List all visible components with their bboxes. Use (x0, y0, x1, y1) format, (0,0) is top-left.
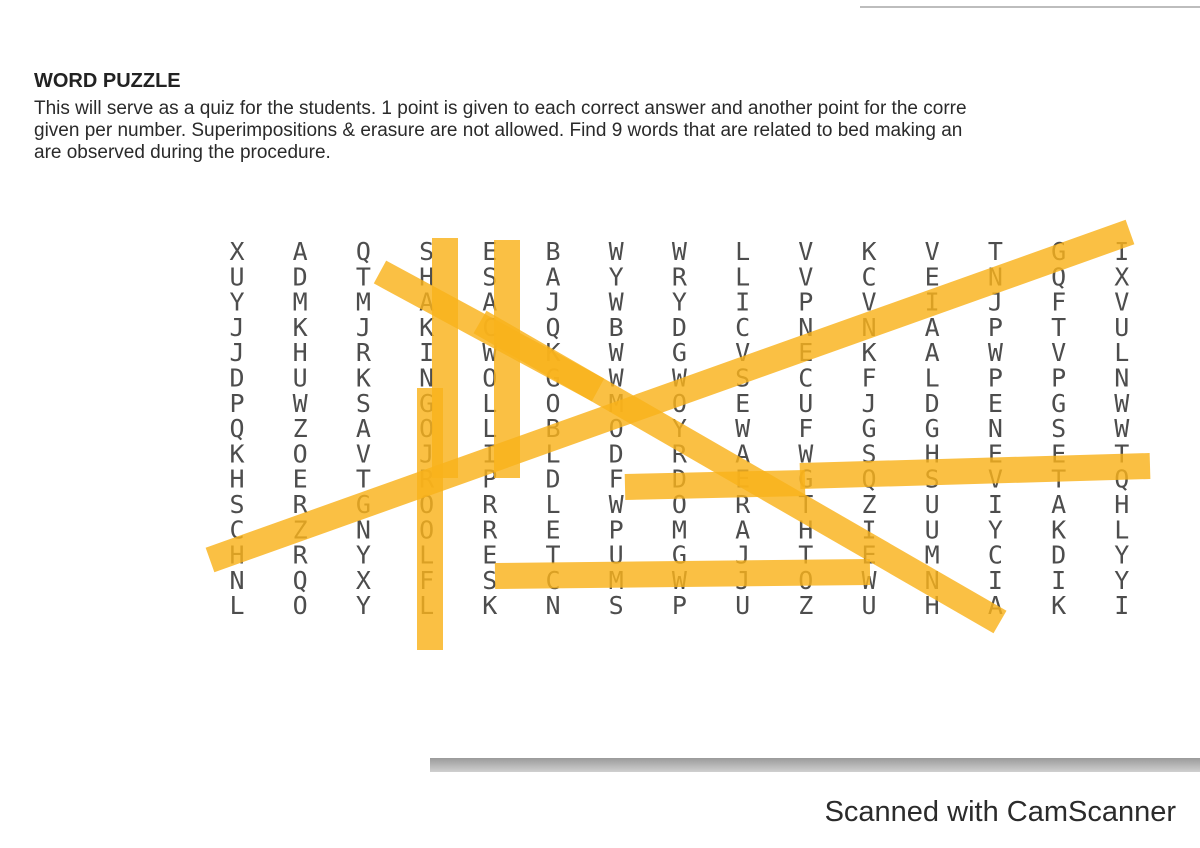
grid-letter: L (482, 388, 498, 418)
grid-letter: W (798, 439, 814, 469)
grid-letter: V (987, 464, 1003, 494)
grid-letter: H (924, 591, 940, 621)
grid-letter: M (671, 515, 687, 545)
grid-letter: O (482, 363, 498, 393)
grid-letter: J (229, 338, 245, 368)
grid-letter: F (861, 363, 877, 393)
grid-letter: P (482, 464, 498, 494)
grid-letter: Q (292, 565, 308, 595)
grid-letter: L (482, 414, 498, 444)
grid-letter: D (229, 363, 245, 393)
grid-letter: W (292, 388, 308, 418)
grid-letter: T (355, 262, 371, 292)
grid-letter: X (229, 237, 245, 266)
grid-letter: E (735, 388, 751, 418)
instruction-line: given per number. Superimpositions & erasure are not allowed. Find 9 words that are related to bed making an (34, 120, 963, 141)
grid-letter: F (608, 464, 624, 494)
grid-letter: P (987, 312, 1003, 342)
grid-letter: A (924, 338, 940, 368)
grid-letter: Q (861, 464, 877, 494)
grid-letter: P (798, 287, 814, 317)
grid-letter: O (671, 388, 687, 418)
grid-letter: K (1051, 515, 1067, 545)
grid-letter: U (292, 363, 308, 393)
grid-letter: U (924, 490, 940, 519)
grid-letter: G (1051, 237, 1067, 266)
grid-letter: M (924, 540, 940, 570)
grid-letter: W (735, 414, 751, 444)
grid-letter: A (482, 287, 498, 317)
grid-letter: D (1051, 540, 1067, 570)
grid-letter: O (545, 388, 561, 418)
grid-letter: C (229, 515, 245, 545)
grid-letter: R (292, 540, 308, 570)
grid-letter: H (292, 338, 308, 368)
grid-letter: L (735, 237, 751, 266)
grid-letter: J (735, 565, 751, 595)
grid-letter: N (798, 312, 814, 342)
grid-letter: G (545, 363, 561, 393)
grid-letter: M (292, 287, 308, 317)
grid-letter: D (671, 464, 687, 494)
grid-letter: U (1114, 312, 1130, 342)
grid-letter: V (1114, 287, 1130, 317)
grid-letter: H (1114, 490, 1130, 519)
grid-letter: U (798, 388, 814, 418)
grid-letter: V (798, 237, 814, 266)
grid-letter: P (608, 515, 624, 545)
instruction-line: are observed during the procedure. (34, 142, 331, 163)
grid-letter: A (419, 287, 435, 317)
grid-letter: L (1114, 515, 1130, 545)
grid-letter: Z (798, 591, 814, 621)
grid-letter: C (987, 540, 1003, 570)
grid-letter: V (798, 262, 814, 292)
grid-letter: W (608, 490, 624, 519)
grid-letter: Y (608, 262, 624, 292)
grid-letter: C (798, 363, 814, 393)
grid-letter: O (292, 439, 308, 469)
grid-letter: E (861, 540, 877, 570)
grid-letter: O (798, 565, 814, 595)
grid-letter: C (861, 262, 877, 292)
grid-letter: N (229, 565, 245, 595)
grid-letter: B (545, 414, 561, 444)
grid-letter: I (1114, 237, 1130, 266)
grid-letter: O (292, 591, 308, 621)
grid-letter: A (987, 591, 1003, 621)
grid-letter: W (1114, 414, 1130, 444)
grid-letter: T (1051, 464, 1067, 494)
grid-letter: A (735, 439, 751, 469)
grid-letter: U (735, 591, 751, 621)
grid-letter: U (608, 540, 624, 570)
grid-letter: F (419, 565, 435, 595)
grid-letter: I (987, 490, 1003, 519)
grid-letter: O (419, 490, 435, 519)
grid-letter: O (608, 414, 624, 444)
grid-letter: D (671, 312, 687, 342)
grid-letter: N (924, 565, 940, 595)
grid-letter: Y (229, 287, 245, 317)
grid-letter: T (798, 490, 814, 519)
grid-letter: B (608, 312, 624, 342)
grid-letter: A (735, 515, 751, 545)
grid-letter: X (1114, 262, 1130, 292)
grid-letter: I (419, 338, 435, 368)
watermark: Scanned with CamScanner (824, 796, 1176, 828)
grid-letter: N (545, 591, 561, 621)
grid-letter: F (1051, 287, 1067, 317)
grid-letter: V (861, 287, 877, 317)
grid-letter: Q (545, 312, 561, 342)
grid-letter: N (861, 312, 877, 342)
grid-letter: U (924, 515, 940, 545)
grid-letter: H (924, 439, 940, 469)
grid-letter: A (292, 237, 308, 266)
grid-letter: T (987, 237, 1003, 266)
grid-letter: E (924, 262, 940, 292)
grid-letter: E (798, 338, 814, 368)
grid-letter: R (671, 439, 687, 469)
grid-letter: V (735, 338, 751, 368)
grid-letter: E (1051, 439, 1067, 469)
grid-letter: I (987, 565, 1003, 595)
page-title: WORD PUZZLE (34, 70, 181, 92)
grid-letter: E (482, 540, 498, 570)
grid-letter: I (482, 439, 498, 469)
grid-letter: R (292, 490, 308, 519)
grid-letter: P (229, 388, 245, 418)
grid-letter: O (671, 490, 687, 519)
grid-letter: R (419, 464, 435, 494)
grid-letter: G (798, 464, 814, 494)
grid-letter: S (229, 490, 245, 519)
grid-letter: E (482, 237, 498, 266)
grid-letter: J (419, 439, 435, 469)
grid-letter: C (482, 312, 498, 342)
grid-letter: C (735, 312, 751, 342)
grid-letter: S (861, 439, 877, 469)
grid-letter: Y (355, 591, 371, 621)
grid-letter: S (355, 388, 371, 418)
grid-letter: Q (1114, 464, 1130, 494)
grid-letter: S (1051, 414, 1067, 444)
grid-letter: T (355, 464, 371, 494)
grid-letter: R (671, 262, 687, 292)
grid-letter: U (229, 262, 245, 292)
grid-letter: N (987, 262, 1003, 292)
scan-edge (430, 758, 1200, 772)
grid-letter: Y (355, 540, 371, 570)
grid-letter: Q (355, 237, 371, 266)
grid-letter: W (608, 287, 624, 317)
grid-letter: I (861, 515, 877, 545)
grid-letter: K (545, 338, 561, 368)
grid-letter: N (987, 414, 1003, 444)
grid-letter: E (735, 464, 751, 494)
grid-letter: O (419, 515, 435, 545)
grid-letter: C (545, 565, 561, 595)
grid-letter: I (1114, 591, 1130, 621)
grid-letter: I (924, 287, 940, 317)
grid-letter: W (608, 237, 624, 266)
grid-letter: W (608, 338, 624, 368)
grid-letter: Q (1051, 262, 1067, 292)
grid-letter: G (671, 338, 687, 368)
grid-letter: T (1114, 439, 1130, 469)
grid-letter: T (1051, 312, 1067, 342)
grid-letter: W (671, 565, 687, 595)
grid-letter: L (735, 262, 751, 292)
grid-letter: K (229, 439, 245, 469)
grid-letter: Y (987, 515, 1003, 545)
grid-letter: E (545, 515, 561, 545)
grid-letter: G (419, 388, 435, 418)
grid-letter: E (987, 439, 1003, 469)
grid-letter: M (608, 565, 624, 595)
grid-letter: D (545, 464, 561, 494)
grid-letter: R (482, 515, 498, 545)
grid-letter: S (482, 565, 498, 595)
grid-letter: A (1051, 490, 1067, 519)
grid-letter: P (1051, 363, 1067, 393)
grid-letter: Q (229, 414, 245, 444)
grid-letter: H (229, 540, 245, 570)
highlight-sheet (800, 466, 1150, 476)
grid-letter: D (924, 388, 940, 418)
grid-letter: K (292, 312, 308, 342)
grid-letter: Y (1114, 540, 1130, 570)
grid-letter: A (355, 414, 371, 444)
grid-letter: G (1051, 388, 1067, 418)
grid-letter: K (482, 591, 498, 621)
grid-letter: V (1051, 338, 1067, 368)
grid-letter: R (482, 490, 498, 519)
grid-letter: L (1114, 338, 1130, 368)
grid-letter: W (608, 363, 624, 393)
grid-letter: L (545, 490, 561, 519)
grid-letter: V (924, 237, 940, 266)
grid-letter: Y (671, 287, 687, 317)
grid-letter: Z (861, 490, 877, 519)
grid-letter: P (671, 591, 687, 621)
grid-letter: W (861, 565, 877, 595)
grid-letter: G (924, 414, 940, 444)
grid-letter: I (735, 287, 751, 317)
grid-letter: O (419, 414, 435, 444)
grid-letter: I (1051, 565, 1067, 595)
grid-letter: K (419, 312, 435, 342)
grid-letter: N (355, 515, 371, 545)
grid-letter: K (861, 338, 877, 368)
grid-letter: A (924, 312, 940, 342)
grid-letter: E (292, 464, 308, 494)
grid-letter: S (419, 237, 435, 266)
grid-letter: B (545, 237, 561, 266)
grid-letter: J (861, 388, 877, 418)
grid-letter: J (355, 312, 371, 342)
grid-letter: Y (671, 414, 687, 444)
grid-letter: J (987, 287, 1003, 317)
grid-letter: X (355, 565, 371, 595)
grid-letter: G (671, 540, 687, 570)
grid-letter: K (861, 237, 877, 266)
grid-letter: E (987, 388, 1003, 418)
grid-letter: H (798, 515, 814, 545)
grid-letter: G (861, 414, 877, 444)
grid-letter: M (608, 388, 624, 418)
grid-letter: W (482, 338, 498, 368)
grid-letter: S (735, 363, 751, 393)
highlight-repmah (495, 572, 870, 576)
grid-letter: N (419, 363, 435, 393)
grid-letter: K (355, 363, 371, 393)
grid-letter: J (229, 312, 245, 342)
grid-letter: T (545, 540, 561, 570)
grid-letter: L (924, 363, 940, 393)
grid-letter: H (419, 262, 435, 292)
grid-letter: V (355, 439, 371, 469)
instruction-line: This will serve as a quiz for the students. 1 point is given to each correct answer and another point for the corre (34, 98, 967, 119)
grid-letter: L (419, 540, 435, 570)
grid-letter: L (419, 591, 435, 621)
grid-letter: A (545, 262, 561, 292)
grid-letter: W (671, 363, 687, 393)
grid-letter: H (229, 464, 245, 494)
grid-letter: S (924, 464, 940, 494)
grid-letter: L (545, 439, 561, 469)
grid-letter: Y (1114, 565, 1130, 595)
grid-letter: J (735, 540, 751, 570)
grid-letter: M (355, 287, 371, 317)
grid-letter: Z (292, 515, 308, 545)
grid-letter: W (1114, 388, 1130, 418)
grid-letter: J (545, 287, 561, 317)
grid-letter: T (798, 540, 814, 570)
grid-letter: F (798, 414, 814, 444)
grid-letter: Z (292, 414, 308, 444)
grid-letter: W (671, 237, 687, 266)
grid-letter: U (861, 591, 877, 621)
grid-letter: R (735, 490, 751, 519)
grid-letter: W (987, 338, 1003, 368)
grid-letter: L (229, 591, 245, 621)
grid-letter: R (355, 338, 371, 368)
grid-letter: S (608, 591, 624, 621)
grid-letter: K (1051, 591, 1067, 621)
grid-letter: S (482, 262, 498, 292)
grid-letter: N (1114, 363, 1130, 393)
grid-letter: G (355, 490, 371, 519)
grid-letter: D (292, 262, 308, 292)
grid-letter: D (608, 439, 624, 469)
grid-letter: P (987, 363, 1003, 393)
